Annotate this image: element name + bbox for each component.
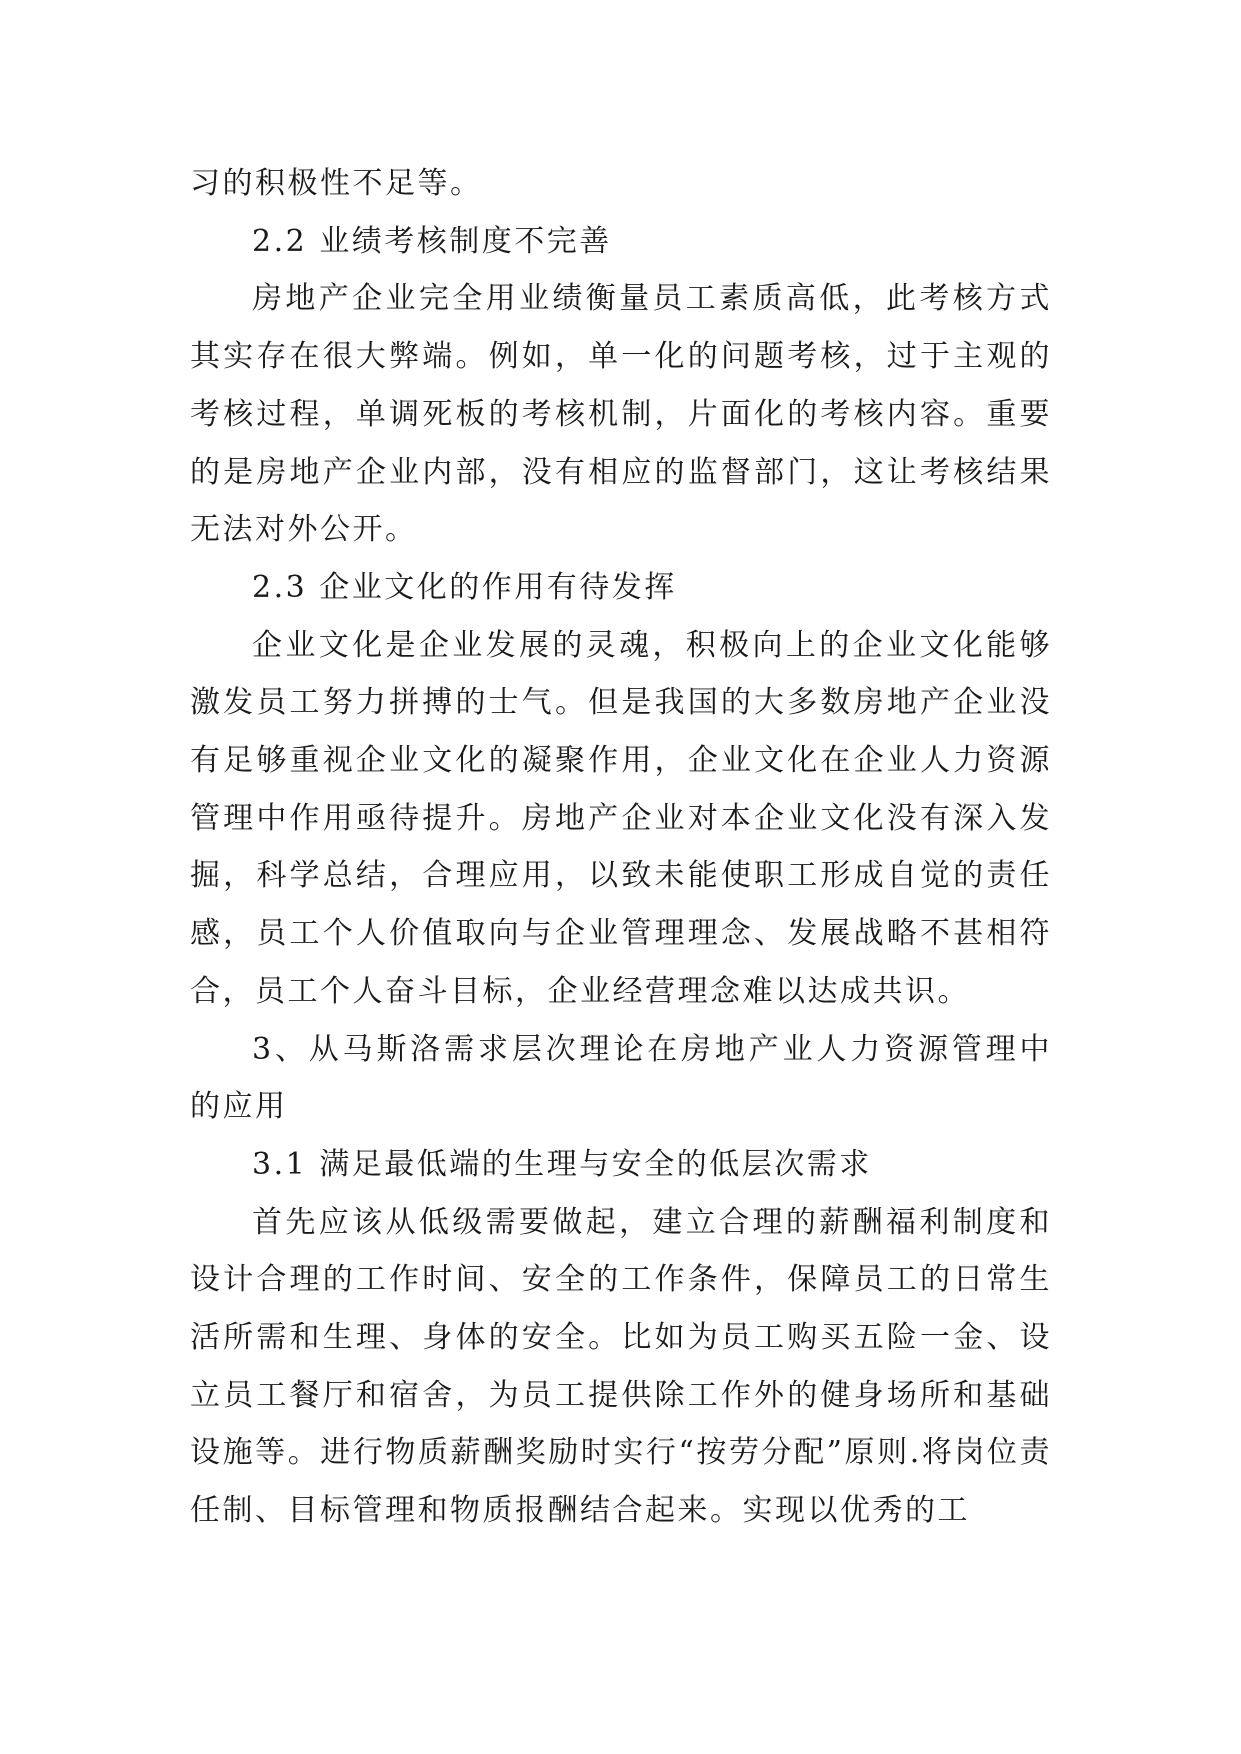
paragraph-basic-needs: 首先应该从低级需要做起，建立合理的薪酬福利制度和设计合理的工作时间、安全的工作条件，保障员工的日常生活所需和生理、身体的安全。比如为员工购买五险一金、设立员工餐厅和宿舍，为员工提供除工作外的健身场所和基础设施等。进行物质薪酬奖励时实行“按劳分配”原则.将岗位责任制、目标管理和物质报酬结合起来。实现以优秀的工 — [190, 1204, 1052, 1529]
section-heading-3: 3、从马斯洛需求层次理论在房地产业人力资源管理中的应用 — [190, 1031, 1052, 1125]
document-page — [190, 155, 1052, 1540]
section-heading-2-3: 2.3 企业文化的作用有待发挥 — [252, 569, 677, 605]
paragraph-performance-assessment: 房地产企业完全用业绩衡量员工素质高低，此考核方式其实存在很大弊端。例如，单一化的问题考核，过于主观的考核过程，单调死板的考核机制，片面化的考核内容。重要的是房地产企业内部，没有相应的监督部门，这让考核结果无法对外公开。 — [190, 281, 1052, 548]
paragraph-continuation: 习的积极性不足等。 — [190, 166, 483, 201]
section-heading-3-1: 3.1 满足最低端的生理与安全的低层次需求 — [252, 1146, 872, 1182]
section-heading-2-2: 2.2 业绩考核制度不完善 — [252, 223, 612, 259]
paragraph-corporate-culture: 企业文化是企业发展的灵魂，积极向上的企业文化能够激发员工努力拼搏的士气。但是我国的大多数房地产企业没有足够重视企业文化的凝聚作用，企业文化在企业人力资源管理中作用亟待提升。房地产企业对本企业文化没有深入发掘，科学总结，合理应用，以致未能使职工形成自觉的责任感，员工个人价值取向与企业管理理念、发展战略不甚相符合，员工个人奋斗目标，企业经营理念难以达成共识。 — [190, 627, 1052, 1009]
